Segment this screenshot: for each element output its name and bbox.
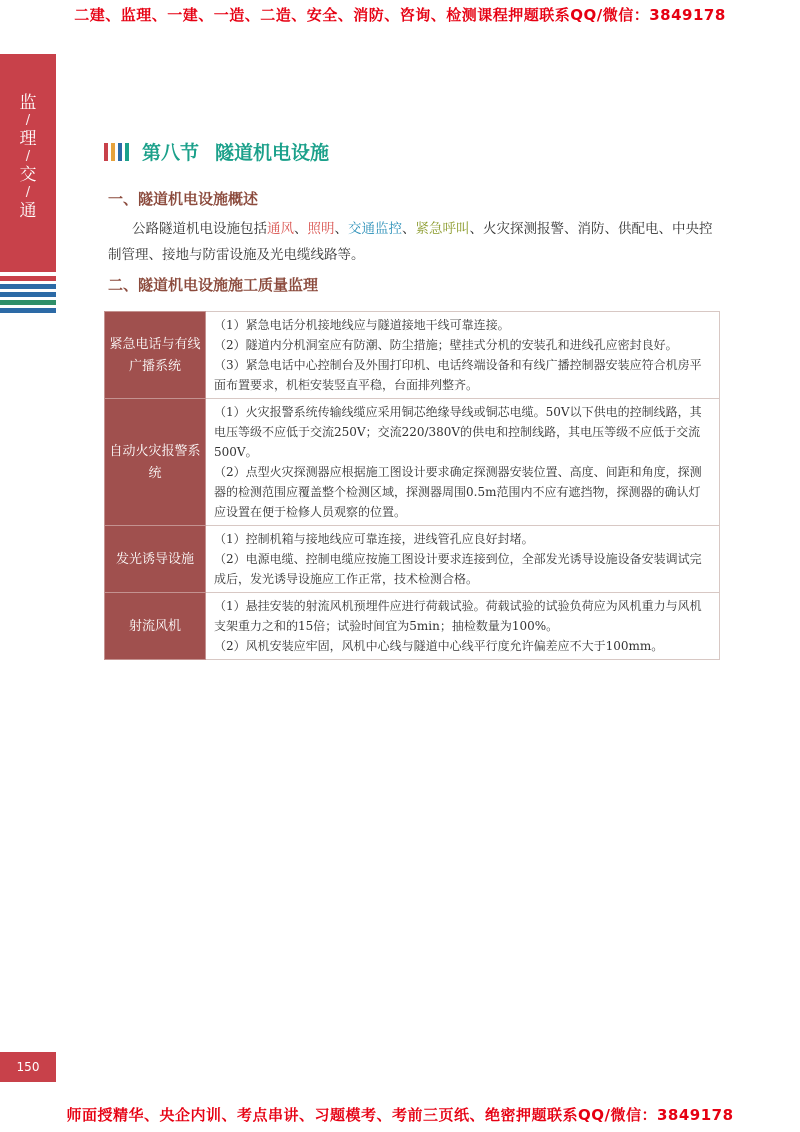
- side-tab-char: 监: [19, 93, 37, 113]
- bottom-ad-banner: 师面授精华、央企内训、考点串讲、习题模考、考前三页纸、绝密押题联系QQ/微信：3849178: [66, 1106, 734, 1124]
- decorative-stripes: [0, 276, 56, 316]
- side-tab-separator: /: [25, 113, 31, 128]
- heading-overview: 一、隧道机电设施概述: [108, 190, 259, 208]
- overview-highlight: 照明: [307, 221, 335, 237]
- table-line: （1）控制机箱与接地线应可靠连接，进线管孔应良好封堵。: [214, 532, 534, 546]
- overview-paragraph: [108, 216, 722, 268]
- table-line: （2）电源电缆、控制电缆应按施工图设计要求连接到位，全部发光诱导设施设备安装调试完成后，发光诱导设施应工作正常，技术检测合格。: [214, 552, 702, 586]
- quality-table: [104, 311, 720, 660]
- table-category: 发光诱导设施: [105, 526, 206, 593]
- table-content: [206, 399, 720, 526]
- table-line: （1）紧急电话分机接地线应与隧道接地干线可靠连接。: [214, 318, 510, 332]
- table-row: [105, 593, 720, 660]
- side-tab-char: 通: [19, 201, 37, 221]
- table-content: [206, 593, 720, 660]
- overview-text: 公路隧道机电设施包括: [132, 221, 267, 237]
- heading-quality: 二、隧道机电设施施工质量监理: [108, 276, 319, 294]
- table-line: （1）悬挂安装的射流风机预埋件应进行荷载试验。荷载试验的试验负荷应为风机重力与风机支架重力之和的15倍；试验时间宜为5min；抽检数量为100%。: [214, 599, 702, 633]
- table-category: 射流风机: [105, 593, 206, 660]
- table-content: [206, 312, 720, 399]
- section-name: 隧道机电设施: [215, 142, 330, 164]
- overview-sep: 、: [294, 221, 308, 237]
- overview-text: 、火灾探测报警、消防、供配电、中央控制管理、接地与防雷设施及光电缆线路等。: [108, 221, 713, 263]
- top-ad-banner: 二建、监理、一建、一造、二造、安全、消防、咨询、检测课程押题联系QQ/微信：3849178: [74, 6, 726, 24]
- chapter-side-tab: [0, 54, 56, 272]
- table-content: [206, 526, 720, 593]
- overview-highlight: 交通监控: [348, 221, 402, 237]
- page-number: 150: [0, 1052, 56, 1082]
- section-number: 第八节: [142, 142, 200, 164]
- side-tab-char: 理: [19, 129, 37, 149]
- table-line: （1）火灾报警系统传输线缆应采用铜芯绝缘导线或铜芯电缆。50V以下供电的控制线路，其电压等级不应低于交流250V；交流220/380V的供电和控制线路，其电压等级不应低于交流500V。: [214, 405, 702, 459]
- overview-sep: 、: [334, 221, 348, 237]
- side-tab-separator: /: [25, 149, 31, 164]
- table-row: [105, 526, 720, 593]
- table-category: 紧急电话与有线广播系统: [105, 312, 206, 399]
- table-line: （2）隧道内分机洞室应有防潮、防尘措施；壁挂式分机的安装孔和进线孔应密封良好。: [214, 338, 678, 352]
- table-line: （2）点型火灾探测器应根据施工图设计要求确定探测器安装位置、高度、间距和角度，探测器的检测范围应覆盖整个检测区域，探测器周围0.5m范围内不应有遮挡物，探测器的确认灯应设置在便于检修人员观察的位置。: [214, 465, 702, 519]
- overview-sep: 、: [402, 221, 416, 237]
- table-line: （2）风机安装应牢固，风机中心线与隧道中心线平行度允许偏差应不大于100mm。: [214, 639, 664, 653]
- section-bars-icon: [104, 143, 132, 161]
- table-row: [105, 312, 720, 399]
- table-row: [105, 399, 720, 526]
- table-line: （3）紧急电话中心控制台及外围打印机、电话终端设备和有线广播控制器安装应符合机房平面布置要求，机柜安装竖直平稳，台面排列整齐。: [214, 358, 702, 392]
- overview-highlight: 紧急呼叫: [415, 221, 470, 237]
- side-tab-char: 交: [19, 165, 37, 185]
- table-category: 自动火灾报警系统: [105, 399, 206, 526]
- overview-highlight: 通风: [267, 221, 294, 237]
- side-tab-separator: /: [25, 185, 31, 200]
- section-title: [104, 138, 329, 165]
